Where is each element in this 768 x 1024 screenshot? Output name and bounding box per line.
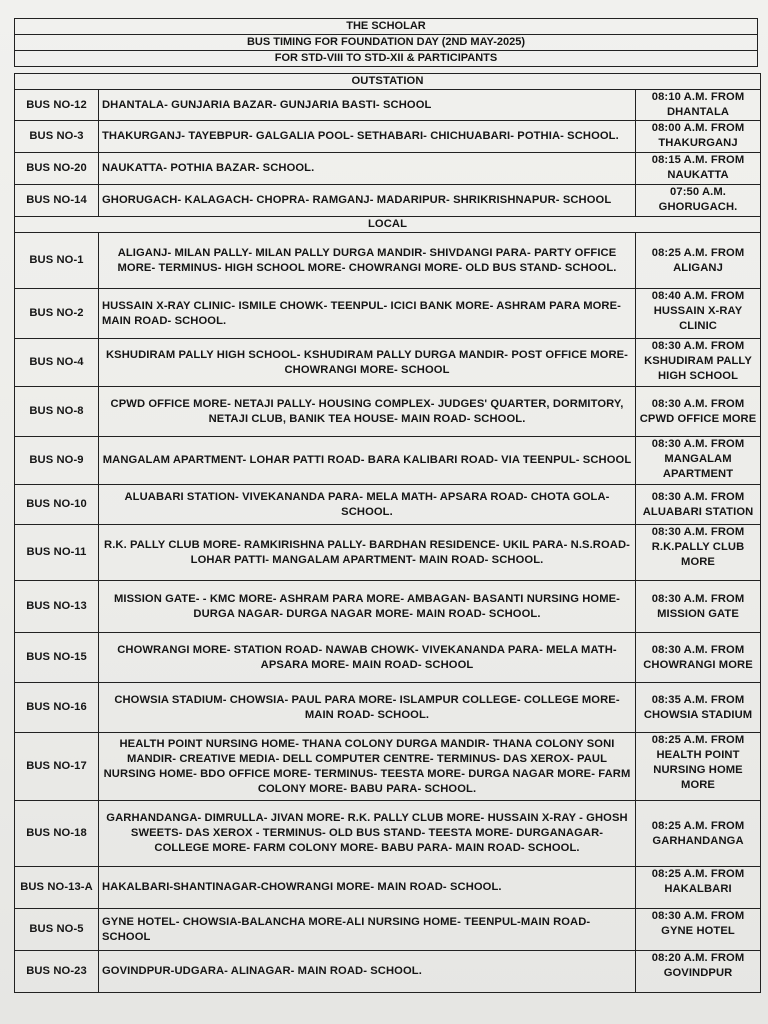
table-row — [15, 387, 761, 437]
section-label: LOCAL — [15, 217, 761, 233]
departure-time-cell: 08:30 A.M. FROM KSHUDIRAM PALLY HIGH SCHOOL — [636, 339, 761, 387]
bus-number-cell: BUS NO-18 — [15, 801, 99, 867]
table-row — [15, 951, 761, 993]
bus-number-cell: BUS NO-23 — [15, 951, 99, 993]
route-cell: GYNE HOTEL- CHOWSIA-BALANCHA MORE-ALI NURSING HOME- TEENPUL-MAIN ROAD- SCHOOL — [99, 909, 636, 951]
departure-time-cell: 08:25 A.M. FROM ALIGANJ — [636, 233, 761, 289]
table-row — [15, 909, 761, 951]
departure-time-cell: 08:30 A.M. FROM MANGALAM APARTMENT — [636, 437, 761, 485]
departure-time-cell: 08:30 A.M. FROM R.K.PALLY CLUB MORE — [636, 525, 761, 581]
table-row — [15, 289, 761, 339]
bus-number-cell: BUS NO-20 — [15, 153, 99, 185]
bus-number-cell: BUS NO-9 — [15, 437, 99, 485]
table-row — [15, 867, 761, 909]
route-cell: CPWD OFFICE MORE- NETAJI PALLY- HOUSING COMPLEX- JUDGES' QUARTER, DORMITORY, NETAJI CLUB, BANIK TEA HOUSE- MAIN ROAD- SCHOOL. — [99, 387, 636, 437]
table-row — [15, 185, 761, 217]
bus-schedule-table — [14, 73, 761, 993]
table-row — [15, 90, 761, 121]
bus-number-cell: BUS NO-15 — [15, 633, 99, 683]
table-row — [15, 485, 761, 525]
departure-time-cell: 08:30 A.M. FROM ALUABARI STATION — [636, 485, 761, 525]
departure-time-cell: 08:35 A.M. FROM CHOWSIA STADIUM — [636, 683, 761, 733]
bus-number-cell: BUS NO-1 — [15, 233, 99, 289]
departure-time-cell: 08:30 A.M. FROM MISSION GATE — [636, 581, 761, 633]
route-cell: CHOWRANGI MORE- STATION ROAD- NAWAB CHOWK- VIVEKANANDA PARA- MELA MATH- APSARA MORE- MAIN ROAD- SCHOOL — [99, 633, 636, 683]
route-cell: CHOWSIA STADIUM- CHOWSIA- PAUL PARA MORE- ISLAMPUR COLLEGE- COLLEGE MORE- MAIN ROAD- SCHOOL. — [99, 683, 636, 733]
bus-number-cell: BUS NO-12 — [15, 90, 99, 121]
bus-number-cell: BUS NO-13 — [15, 581, 99, 633]
bus-number-cell: BUS NO-13-A — [15, 867, 99, 909]
section-label: OUTSTATION — [15, 74, 761, 90]
departure-time-cell: 07:50 A.M. GHORUGACH. — [636, 185, 761, 217]
route-cell: MISSION GATE- - KMC MORE- ASHRAM PARA MORE- AMBAGAN- BASANTI NURSING HOME- DURGA NAGAR- DURGA NAGAR MORE- MAIN ROAD- SCHOOL. — [99, 581, 636, 633]
table-row — [15, 339, 761, 387]
departure-time-cell: 08:20 A.M. FROM GOVINDPUR — [636, 951, 761, 993]
section-header-row — [15, 217, 761, 233]
table-row — [15, 801, 761, 867]
route-cell: ALIGANJ- MILAN PALLY- MILAN PALLY DURGA MANDIR- SHIVDANGI PARA- PARTY OFFICE MORE- TERMINUS- HIGH SCHOOL MORE- CHOWRANGI MORE- OLD BUS STAND- SCHOOL. — [99, 233, 636, 289]
bus-number-cell: BUS NO-17 — [15, 733, 99, 801]
table-row — [15, 683, 761, 733]
route-cell: HUSSAIN X-RAY CLINIC- ISMILE CHOWK- TEENPUL- ICICI BANK MORE- ASHRAM PARA MORE- MAIN ROAD- SCHOOL. — [99, 289, 636, 339]
departure-time-cell: 08:15 A.M. FROM NAUKATTA — [636, 153, 761, 185]
departure-time-cell: 08:25 A.M. FROM GARHANDANGA — [636, 801, 761, 867]
departure-time-cell: 08:40 A.M. FROM HUSSAIN X-RAY CLINIC — [636, 289, 761, 339]
route-cell: GHORUGACH- KALAGACH- CHOPRA- RAMGANJ- MADARIPUR- SHRIKRISHNAPUR- SCHOOL — [99, 185, 636, 217]
departure-time-cell: 08:25 A.M. FROM HAKALBARI — [636, 867, 761, 909]
bus-number-cell: BUS NO-5 — [15, 909, 99, 951]
table-row — [15, 581, 761, 633]
departure-time-cell: 08:30 A.M. FROM CPWD OFFICE MORE — [636, 387, 761, 437]
table-row — [15, 525, 761, 581]
bus-number-cell: BUS NO-8 — [15, 387, 99, 437]
table-row — [15, 153, 761, 185]
departure-time-cell: 08:00 A.M. FROM THAKURGANJ — [636, 121, 761, 153]
bus-number-cell: BUS NO-14 — [15, 185, 99, 217]
departure-time-cell: 08:30 A.M. FROM GYNE HOTEL — [636, 909, 761, 951]
departure-time-cell: 08:10 A.M. FROM DHANTALA — [636, 90, 761, 121]
route-cell: KSHUDIRAM PALLY HIGH SCHOOL- KSHUDIRAM PALLY DURGA MANDIR- POST OFFICE MORE- CHOWRANGI MORE- SCHOOL — [99, 339, 636, 387]
bus-number-cell: BUS NO-2 — [15, 289, 99, 339]
departure-time-cell: 08:25 A.M. FROM HEALTH POINT NURSING HOME MORE — [636, 733, 761, 801]
school-name: THE SCHOLAR — [14, 18, 758, 34]
route-cell: R.K. PALLY CLUB MORE- RAMKIRISHNA PALLY- BARDHAN RESIDENCE- UKIL PARA- N.S.ROAD- LOHAR PATTI- MANGALAM APARTMENT- MAIN ROAD- SCHOOL. — [99, 525, 636, 581]
table-row — [15, 437, 761, 485]
document-header — [14, 18, 758, 67]
route-cell: HAKALBARI-SHANTINAGAR-CHOWRANGI MORE- MAIN ROAD- SCHOOL. — [99, 867, 636, 909]
route-cell: HEALTH POINT NURSING HOME- THANA COLONY DURGA MANDIR- THANA COLONY SONI MANDIR- CREATIVE MEDIA- DELL COMPUTER CENTRE- TERMINUS- DAS XEROX- PAUL NURSING HOME- BDO OFFICE MORE- TERMINUS- TEESTA MORE- DURGA NAGAR MORE- FARM COLONY MORE- BABU PARA- SCHOOL. — [99, 733, 636, 801]
route-cell: GARHANDANGA- DIMRULLA- JIVAN MORE- R.K. PALLY CLUB MORE- HUSSAIN X-RAY - GHOSH SWEETS- DAS XEROX - TERMINUS- OLD BUS STAND- TEESTA MORE- DURGANAGAR- COLLEGE MORE- FARM COLONY MORE- BABU PARA- MAIN ROAD- SCHOOL. — [99, 801, 636, 867]
route-cell: GOVINDPUR-UDGARA- ALINAGAR- MAIN ROAD- SCHOOL. — [99, 951, 636, 993]
route-cell: ALUABARI STATION- VIVEKANANDA PARA- MELA MATH- APSARA ROAD- CHOTA GOLA- SCHOOL. — [99, 485, 636, 525]
bus-number-cell: BUS NO-16 — [15, 683, 99, 733]
route-cell: MANGALAM APARTMENT- LOHAR PATTI ROAD- BARA KALIBARI ROAD- VIA TEENPUL- SCHOOL — [99, 437, 636, 485]
bus-number-cell: BUS NO-4 — [15, 339, 99, 387]
document-subtitle: FOR STD-VIII TO STD-XII & PARTICIPANTS — [14, 50, 758, 67]
route-cell: NAUKATTA- POTHIA BAZAR- SCHOOL. — [99, 153, 636, 185]
departure-time-cell: 08:30 A.M. FROM CHOWRANGI MORE — [636, 633, 761, 683]
table-row — [15, 633, 761, 683]
route-cell: DHANTALA- GUNJARIA BAZAR- GUNJARIA BASTI- SCHOOL — [99, 90, 636, 121]
bus-number-cell: BUS NO-10 — [15, 485, 99, 525]
bus-number-cell: BUS NO-11 — [15, 525, 99, 581]
document-title: BUS TIMING FOR FOUNDATION DAY (2ND MAY-2025) — [14, 34, 758, 50]
bus-number-cell: BUS NO-3 — [15, 121, 99, 153]
table-row — [15, 121, 761, 153]
table-row — [15, 233, 761, 289]
route-cell: THAKURGANJ- TAYEBPUR- GALGALIA POOL- SETHABARI- CHICHUABARI- POTHIA- SCHOOL. — [99, 121, 636, 153]
section-header-row — [15, 74, 761, 90]
table-row — [15, 733, 761, 801]
